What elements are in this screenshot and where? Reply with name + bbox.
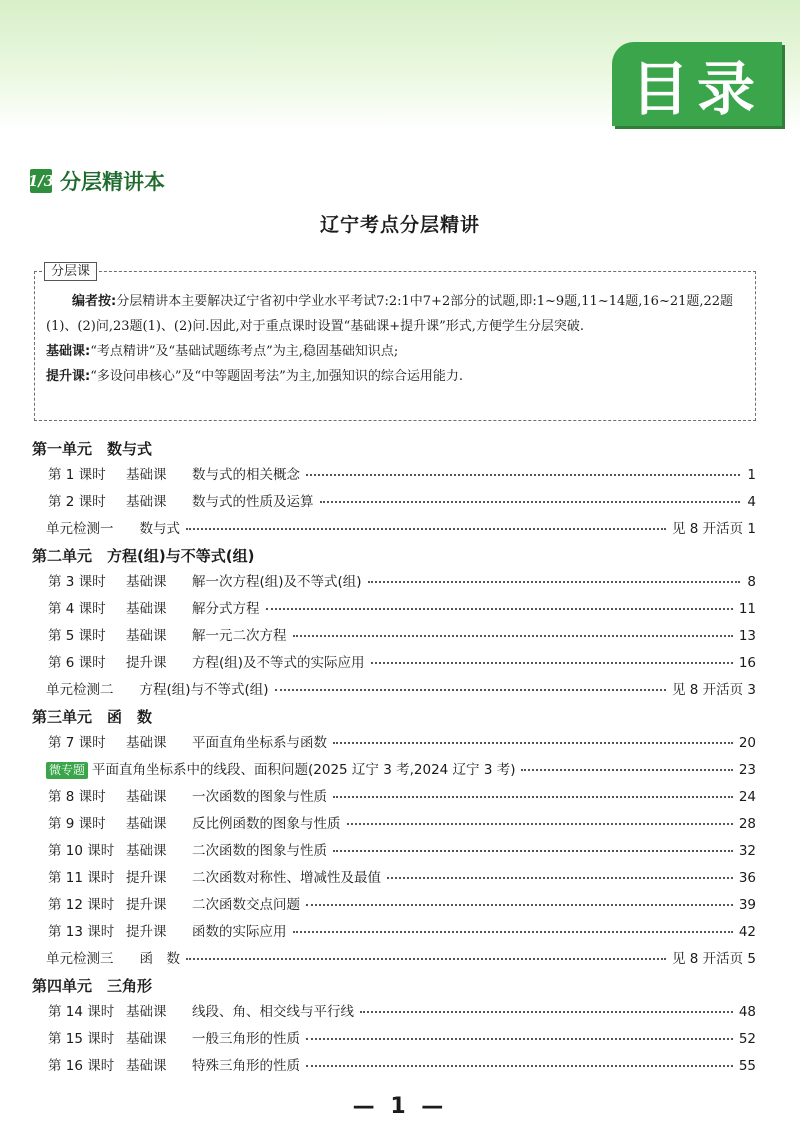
unit-check-entry[interactable] [32,677,756,704]
section-header [27,168,165,194]
unit-title: 第三单元 函 数 [32,708,153,726]
lesson-title: 数与式的性质及运算 [192,494,314,510]
toc-entry[interactable] [32,892,756,919]
lesson-type: 基础课 [126,1031,167,1047]
micro-topic-entry[interactable] [32,757,756,784]
main-heading: 辽宁考点分层精讲 [319,214,480,236]
page-ref: 1 [747,467,756,483]
advanced-text: “多设问串核心”及“中等题固考法”为主,加强知识的综合运用能力. [90,369,464,384]
toc-entry[interactable] [32,999,756,1026]
check-title: 函 数 [139,951,180,967]
dot-leader [371,661,733,664]
page-ref: 48 [738,1004,756,1020]
lesson-number: 第 16 课时 [48,1058,115,1074]
page-ref: 36 [738,870,756,886]
lesson-number: 第 10 课时 [48,843,115,859]
lesson-title: 方程(组)及不等式的实际应用 [192,655,365,671]
dot-leader [320,500,741,503]
page-ref: 55 [738,1058,756,1074]
dot-leader [306,903,733,906]
dot-leader [293,634,733,637]
basic-text: “考点精讲”及“基础试题练考点”为主,稳固基础知识点; [90,344,399,359]
editor-note [46,289,748,389]
lesson-type: 基础课 [126,628,167,644]
lesson-title: 二次函数交点问题 [192,897,300,913]
lesson-type: 基础课 [126,789,167,805]
dot-leader [293,930,733,933]
lesson-type: 基础课 [126,843,167,859]
toc-entry[interactable] [32,784,756,811]
toc-entry[interactable] [32,919,756,946]
toc-entry[interactable] [32,596,756,623]
lesson-number: 第 6 课时 [48,655,106,671]
toc-entry[interactable] [32,1026,756,1053]
dot-leader [360,1010,733,1013]
micro-topic-title: 平面直角坐标系中的线段、面积问题(2025 辽宁 3 考,2024 辽宁 3 考) [92,762,516,778]
section-badge: 1/3 [30,169,52,193]
toc-entry[interactable] [32,730,756,757]
page-ref: 8 [747,574,756,590]
lesson-number: 第 5 课时 [48,628,106,644]
lesson-title: 一次函数的图象与性质 [192,789,327,805]
check-title: 数与式 [139,521,180,537]
section-title: 分层精讲本 [60,170,165,194]
note-tag: 分层课 [44,262,97,281]
page-ref: 见 8 开活页 3 [671,682,756,698]
toc-entry[interactable] [32,569,756,596]
unit-check-entry[interactable] [32,516,756,543]
dot-leader [306,1064,733,1067]
check-title: 方程(组)与不等式(组) [139,682,269,698]
page-ref: 28 [738,816,756,832]
lesson-title: 特殊三角形的性质 [192,1058,300,1074]
lesson-title: 解分式方程 [192,601,260,617]
lesson-type: 基础课 [126,574,167,590]
page-ref: 20 [738,735,756,751]
dot-leader [266,607,733,610]
lesson-number: 第 12 课时 [48,897,115,913]
lesson-type: 基础课 [126,735,167,751]
dot-leader [186,957,666,960]
lesson-type: 提升课 [126,924,167,940]
page-ref: 24 [738,789,756,805]
dot-leader [333,795,733,798]
dot-leader [333,849,733,852]
unit-title: 第四单元 三角形 [32,977,153,995]
lesson-type: 提升课 [126,870,167,886]
page-ref: 39 [738,897,756,913]
page-ref: 52 [738,1031,756,1047]
toc-entry[interactable] [32,838,756,865]
lesson-type: 基础课 [126,816,167,832]
lesson-title: 一般三角形的性质 [192,1031,300,1047]
lesson-number: 第 9 课时 [48,816,106,832]
toc-entry[interactable] [32,623,756,650]
lesson-title: 解一次方程(组)及不等式(组) [192,574,362,590]
advanced-label: 提升课: [46,369,91,384]
dot-leader [387,876,733,879]
lesson-number: 第 14 课时 [48,1004,115,1020]
lesson-number: 第 11 课时 [48,870,115,886]
basic-label: 基础课: [46,344,91,359]
lesson-title: 二次函数的图象与性质 [192,843,327,859]
lesson-type: 提升课 [126,897,167,913]
page-ref: 42 [738,924,756,940]
lesson-type: 基础课 [126,1004,167,1020]
lesson-title: 二次函数对称性、增减性及最值 [192,870,381,886]
check-label: 单元检测二 [46,682,114,698]
dot-leader [333,741,733,744]
lesson-type: 基础课 [126,494,167,510]
micro-topic-tag: 微专题 [46,762,88,779]
page-ref: 11 [738,601,756,617]
dot-leader [306,473,740,476]
dot-leader [275,688,666,691]
lesson-type: 基础课 [126,1058,167,1074]
editor-label: 编者按: [72,294,117,309]
lesson-number: 第 13 课时 [48,924,115,940]
page-ref: 13 [738,628,756,644]
dot-leader [368,580,740,583]
lesson-title: 线段、角、相交线与平行线 [192,1004,354,1020]
page-ref: 见 8 开活页 1 [671,521,756,537]
toc-entry[interactable] [32,462,756,489]
lesson-number: 第 1 课时 [48,467,106,483]
unit-title: 第二单元 方程(组)与不等式(组) [32,547,255,565]
lesson-title: 数与式的相关概念 [192,467,300,483]
toc-entry[interactable] [32,1053,756,1080]
editor-paragraph [46,289,748,339]
toc-title: 目录 [612,42,782,126]
dot-leader [186,527,666,530]
dot-leader [306,1037,733,1040]
lesson-type: 提升课 [126,655,167,671]
lesson-title: 反比例函数的图象与性质 [192,816,341,832]
toc-entry[interactable] [32,865,756,892]
toc-entry[interactable] [32,650,756,677]
lesson-number: 第 4 课时 [48,601,106,617]
dot-leader [521,768,732,771]
lesson-number: 第 8 课时 [48,789,106,805]
page-ref: 4 [747,494,756,510]
page-number: — 1 — [352,1094,448,1119]
basic-paragraph [46,339,748,364]
dot-leader [347,822,733,825]
page-ref: 32 [738,843,756,859]
unit-check-entry[interactable] [32,946,756,973]
unit-title: 第一单元 数与式 [32,440,153,458]
lesson-number: 第 7 课时 [48,735,106,751]
lesson-number: 第 3 课时 [48,574,106,590]
check-label: 单元检测三 [46,951,114,967]
lesson-title: 解一元二次方程 [192,628,287,644]
check-label: 单元检测一 [46,521,114,537]
lesson-title: 平面直角坐标系与函数 [192,735,327,751]
table-of-contents [32,436,756,1080]
lesson-title: 函数的实际应用 [192,924,287,940]
lesson-type: 基础课 [126,601,167,617]
page-ref: 16 [738,655,756,671]
toc-entry[interactable] [32,811,756,838]
lesson-number: 第 15 课时 [48,1031,115,1047]
page-ref: 见 8 开活页 5 [671,951,756,967]
lesson-type: 基础课 [126,467,167,483]
editor-text: 分层精讲本主要解决辽宁省初中学业水平考试7:2:1中7+2部分的试题,即:1~9题,11~14题,16~21题,22题(1)、(2)问,23题(1)、(2)问.因此,对于重点课时设置“基础课+提升课”形式,方便学生分层突破. [46,294,734,334]
lesson-number: 第 2 课时 [48,494,106,510]
advanced-paragraph [46,364,748,389]
page-ref: 23 [738,762,756,778]
toc-entry[interactable] [32,489,756,516]
